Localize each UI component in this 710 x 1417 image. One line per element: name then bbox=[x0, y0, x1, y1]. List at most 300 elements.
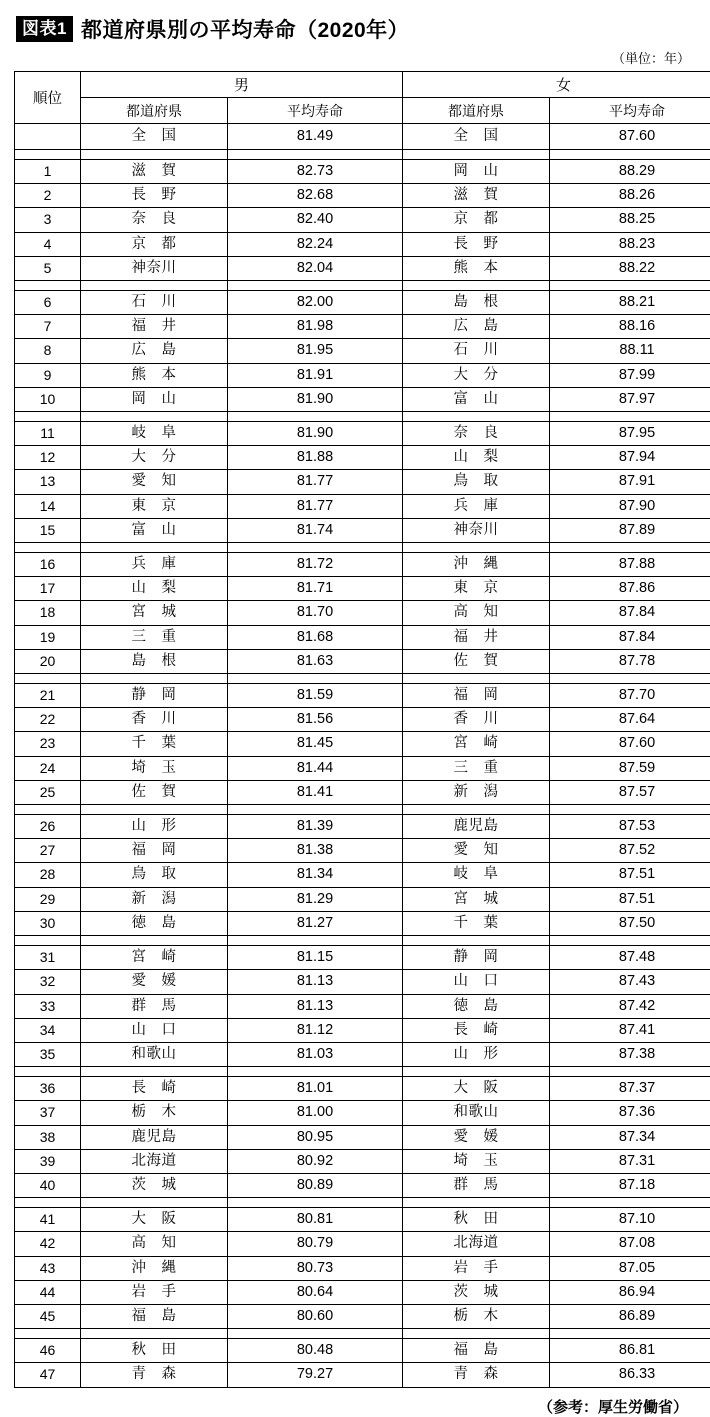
female-life-expectancy-cell: 87.51 bbox=[550, 863, 710, 887]
male-prefecture-cell: 宮 崎 bbox=[81, 946, 228, 970]
male-life-expectancy-cell: 81.13 bbox=[228, 970, 403, 994]
male-prefecture-cell: 熊 本 bbox=[81, 363, 228, 387]
female-prefecture-cell: 宮 城 bbox=[403, 887, 550, 911]
spacer-cell bbox=[15, 805, 81, 815]
table-row bbox=[15, 387, 710, 411]
rank-cell: 2 bbox=[15, 184, 81, 208]
female-life-expectancy-cell: 87.31 bbox=[550, 1149, 710, 1173]
male-life-expectancy-cell: 81.12 bbox=[228, 1018, 403, 1042]
male-life-expectancy-cell: 80.64 bbox=[228, 1280, 403, 1304]
spacer-cell bbox=[81, 543, 228, 553]
table-row-national bbox=[15, 124, 710, 150]
figure-title bbox=[16, 14, 696, 44]
female-prefecture-cell: 奈 良 bbox=[403, 422, 550, 446]
spacer-cell bbox=[550, 543, 710, 553]
table-row bbox=[15, 863, 710, 887]
table-row bbox=[15, 1256, 710, 1280]
spacer-cell bbox=[228, 412, 403, 422]
rank-cell: 45 bbox=[15, 1304, 81, 1328]
spacer-cell bbox=[15, 936, 81, 946]
female-life-expectancy-cell: 87.08 bbox=[550, 1232, 710, 1256]
male-life-expectancy-cell: 80.60 bbox=[228, 1304, 403, 1328]
male-prefecture-cell: 愛 知 bbox=[81, 470, 228, 494]
column-header-rank: 順位 bbox=[15, 72, 81, 124]
spacer-cell bbox=[228, 805, 403, 815]
female-life-expectancy-cell: 88.21 bbox=[550, 291, 710, 315]
table-row bbox=[15, 815, 710, 839]
female-prefecture-cell: 岐 阜 bbox=[403, 863, 550, 887]
spacer-cell bbox=[550, 281, 710, 291]
male-life-expectancy-cell: 80.95 bbox=[228, 1125, 403, 1149]
table-row bbox=[15, 291, 710, 315]
male-life-expectancy-cell: 82.00 bbox=[228, 291, 403, 315]
male-prefecture-cell: 栃 木 bbox=[81, 1101, 228, 1125]
table-row bbox=[15, 208, 710, 232]
table-row bbox=[15, 887, 710, 911]
table-row-spacer bbox=[15, 412, 710, 422]
male-prefecture-cell: 広 島 bbox=[81, 339, 228, 363]
male-prefecture-cell: 北海道 bbox=[81, 1149, 228, 1173]
female-prefecture-cell: 福 井 bbox=[403, 625, 550, 649]
spacer-cell bbox=[81, 1198, 228, 1208]
table-row bbox=[15, 1304, 710, 1328]
male-life-expectancy-cell: 80.89 bbox=[228, 1173, 403, 1197]
spacer-cell bbox=[228, 150, 403, 160]
male-prefecture-cell: 滋 賀 bbox=[81, 160, 228, 184]
female-prefecture-cell: 東 京 bbox=[403, 577, 550, 601]
female-life-expectancy-cell: 87.86 bbox=[550, 577, 710, 601]
female-prefecture-cell: 福 島 bbox=[403, 1339, 550, 1363]
female-life-expectancy-cell: 87.18 bbox=[550, 1173, 710, 1197]
female-life-expectancy-cell: 87.53 bbox=[550, 815, 710, 839]
female-prefecture-cell: 群 馬 bbox=[403, 1173, 550, 1197]
female-prefecture-cell: 京 都 bbox=[403, 208, 550, 232]
table-row-spacer bbox=[15, 150, 710, 160]
rank-cell: 10 bbox=[15, 387, 81, 411]
rank-cell: 37 bbox=[15, 1101, 81, 1125]
rank-cell: 25 bbox=[15, 780, 81, 804]
spacer-cell bbox=[228, 1067, 403, 1077]
female-prefecture-cell: 青 森 bbox=[403, 1363, 550, 1387]
table-row bbox=[15, 756, 710, 780]
male-prefecture-cell: 宮 城 bbox=[81, 601, 228, 625]
table-row bbox=[15, 1208, 710, 1232]
male-prefecture-cell: 愛 媛 bbox=[81, 970, 228, 994]
female-life-expectancy-cell: 87.78 bbox=[550, 649, 710, 673]
column-header-female-prefecture: 都道府県 bbox=[403, 98, 550, 124]
spacer-cell bbox=[550, 150, 710, 160]
female-life-expectancy-cell: 87.36 bbox=[550, 1101, 710, 1125]
table-row bbox=[15, 970, 710, 994]
female-prefecture-cell: 茨 城 bbox=[403, 1280, 550, 1304]
female-prefecture-cell: 佐 賀 bbox=[403, 649, 550, 673]
table-row-spacer bbox=[15, 1329, 710, 1339]
spacer-cell bbox=[81, 150, 228, 160]
table-row bbox=[15, 363, 710, 387]
female-life-expectancy-cell: 87.94 bbox=[550, 446, 710, 470]
female-life-expectancy-cell: 87.51 bbox=[550, 887, 710, 911]
female-prefecture-cell: 新 潟 bbox=[403, 780, 550, 804]
male-life-expectancy-cell: 81.01 bbox=[228, 1077, 403, 1101]
male-prefecture-cell: 岐 阜 bbox=[81, 422, 228, 446]
female-life-expectancy-cell: 87.52 bbox=[550, 839, 710, 863]
female-life-expectancy-cell: 87.38 bbox=[550, 1042, 710, 1066]
unit-note: （単位：年） bbox=[14, 48, 690, 67]
spacer-cell bbox=[228, 1329, 403, 1339]
male-life-expectancy-cell: 81.88 bbox=[228, 446, 403, 470]
female-prefecture-cell: 埼 玉 bbox=[403, 1149, 550, 1173]
spacer-cell bbox=[228, 1198, 403, 1208]
male-prefecture-cell: 香 川 bbox=[81, 708, 228, 732]
rank-cell: 27 bbox=[15, 839, 81, 863]
female-prefecture-cell: 山 梨 bbox=[403, 446, 550, 470]
rank-cell: 29 bbox=[15, 887, 81, 911]
female-life-expectancy-cell: 87.70 bbox=[550, 684, 710, 708]
rank-cell: 47 bbox=[15, 1363, 81, 1387]
male-life-expectancy-cell: 81.90 bbox=[228, 387, 403, 411]
rank-cell: 43 bbox=[15, 1256, 81, 1280]
table-row bbox=[15, 1018, 710, 1042]
rank-cell: 34 bbox=[15, 1018, 81, 1042]
female-life-expectancy-cell: 87.42 bbox=[550, 994, 710, 1018]
female-life-expectancy-cell: 86.89 bbox=[550, 1304, 710, 1328]
spacer-cell bbox=[403, 936, 550, 946]
male-prefecture-cell: 神奈川 bbox=[81, 256, 228, 280]
table-row bbox=[15, 780, 710, 804]
table-row-spacer bbox=[15, 805, 710, 815]
female-prefecture-cell: 広 島 bbox=[403, 315, 550, 339]
spacer-cell bbox=[403, 805, 550, 815]
table-row bbox=[15, 1149, 710, 1173]
table-row bbox=[15, 256, 710, 280]
rank-cell: 30 bbox=[15, 911, 81, 935]
spacer-cell bbox=[403, 1067, 550, 1077]
female-prefecture-cell: 栃 木 bbox=[403, 1304, 550, 1328]
column-header-male-life-expectancy: 平均寿命 bbox=[228, 98, 403, 124]
male-life-expectancy-cell: 81.44 bbox=[228, 756, 403, 780]
male-life-expectancy-cell: 80.79 bbox=[228, 1232, 403, 1256]
rank-cell: 31 bbox=[15, 946, 81, 970]
male-life-expectancy-cell: 81.95 bbox=[228, 339, 403, 363]
male-prefecture-cell: 山 口 bbox=[81, 1018, 228, 1042]
table-row bbox=[15, 232, 710, 256]
rank-cell: 19 bbox=[15, 625, 81, 649]
female-prefecture-cell: 和歌山 bbox=[403, 1101, 550, 1125]
table-row bbox=[15, 160, 710, 184]
table-row bbox=[15, 1280, 710, 1304]
female-life-expectancy-cell: 87.05 bbox=[550, 1256, 710, 1280]
male-life-expectancy-cell: 81.15 bbox=[228, 946, 403, 970]
male-life-expectancy-cell: 82.68 bbox=[228, 184, 403, 208]
female-life-expectancy-cell: 87.84 bbox=[550, 625, 710, 649]
rank-cell: 5 bbox=[15, 256, 81, 280]
spacer-cell bbox=[81, 281, 228, 291]
spacer-cell bbox=[228, 281, 403, 291]
female-prefecture-cell: 三 重 bbox=[403, 756, 550, 780]
female-life-expectancy-cell: 87.48 bbox=[550, 946, 710, 970]
table-row bbox=[15, 1232, 710, 1256]
female-life-expectancy-cell: 86.81 bbox=[550, 1339, 710, 1363]
male-life-expectancy-cell: 81.70 bbox=[228, 601, 403, 625]
spacer-cell bbox=[550, 1329, 710, 1339]
table-row bbox=[15, 911, 710, 935]
table-row bbox=[15, 1077, 710, 1101]
column-header-female-life-expectancy: 平均寿命 bbox=[550, 98, 710, 124]
table-row bbox=[15, 553, 710, 577]
spacer-cell bbox=[403, 674, 550, 684]
female-life-expectancy-cell: 87.60 bbox=[550, 732, 710, 756]
male-prefecture-cell: 埼 玉 bbox=[81, 756, 228, 780]
table-row-spacer bbox=[15, 1198, 710, 1208]
female-prefecture-cell: 鹿児島 bbox=[403, 815, 550, 839]
rank-cell: 11 bbox=[15, 422, 81, 446]
male-prefecture-cell: 岡 山 bbox=[81, 387, 228, 411]
female-life-expectancy-cell: 88.25 bbox=[550, 208, 710, 232]
female-prefecture-cell: 鳥 取 bbox=[403, 470, 550, 494]
rank-cell: 26 bbox=[15, 815, 81, 839]
female-prefecture-cell: 香 川 bbox=[403, 708, 550, 732]
table-row bbox=[15, 315, 710, 339]
spacer-cell bbox=[15, 1329, 81, 1339]
male-life-expectancy-cell: 81.56 bbox=[228, 708, 403, 732]
spacer-cell bbox=[403, 150, 550, 160]
table-row bbox=[15, 1042, 710, 1066]
spacer-cell bbox=[15, 150, 81, 160]
female-life-expectancy-cell: 87.59 bbox=[550, 756, 710, 780]
female-life-expectancy-cell: 87.34 bbox=[550, 1125, 710, 1149]
rank-cell: 4 bbox=[15, 232, 81, 256]
figure-number-badge: 図表1 bbox=[16, 16, 73, 42]
male-life-expectancy-cell: 82.73 bbox=[228, 160, 403, 184]
page-title: 都道府県別の平均寿命（2020年） bbox=[81, 14, 409, 44]
male-prefecture-cell: 佐 賀 bbox=[81, 780, 228, 804]
table-row bbox=[15, 994, 710, 1018]
rank-cell: 14 bbox=[15, 494, 81, 518]
female-prefecture-cell: 山 口 bbox=[403, 970, 550, 994]
male-life-expectancy-cell: 80.73 bbox=[228, 1256, 403, 1280]
male-life-expectancy-cell: 81.49 bbox=[228, 124, 403, 150]
male-prefecture-cell: 鹿児島 bbox=[81, 1125, 228, 1149]
table-row-spacer bbox=[15, 674, 710, 684]
female-life-expectancy-cell: 87.43 bbox=[550, 970, 710, 994]
spacer-cell bbox=[228, 543, 403, 553]
table-row-spacer bbox=[15, 1067, 710, 1077]
rank-cell: 20 bbox=[15, 649, 81, 673]
spacer-cell bbox=[15, 1198, 81, 1208]
female-prefecture-cell: 愛 知 bbox=[403, 839, 550, 863]
rank-cell: 32 bbox=[15, 970, 81, 994]
table-row bbox=[15, 1363, 710, 1387]
female-life-expectancy-cell: 87.91 bbox=[550, 470, 710, 494]
rank-cell: 28 bbox=[15, 863, 81, 887]
spacer-cell bbox=[403, 543, 550, 553]
female-prefecture-cell: 高 知 bbox=[403, 601, 550, 625]
spacer-cell bbox=[15, 412, 81, 422]
rank-cell: 6 bbox=[15, 291, 81, 315]
male-prefecture-cell: 静 岡 bbox=[81, 684, 228, 708]
female-life-expectancy-cell: 87.90 bbox=[550, 494, 710, 518]
male-life-expectancy-cell: 81.27 bbox=[228, 911, 403, 935]
male-life-expectancy-cell: 81.63 bbox=[228, 649, 403, 673]
male-prefecture-cell: 島 根 bbox=[81, 649, 228, 673]
male-prefecture-cell: 群 馬 bbox=[81, 994, 228, 1018]
female-prefecture-cell: 宮 崎 bbox=[403, 732, 550, 756]
female-prefecture-cell: 全 国 bbox=[403, 124, 550, 150]
female-prefecture-cell: 兵 庫 bbox=[403, 494, 550, 518]
rank-cell: 9 bbox=[15, 363, 81, 387]
spacer-cell bbox=[15, 1067, 81, 1077]
male-life-expectancy-cell: 82.04 bbox=[228, 256, 403, 280]
male-life-expectancy-cell: 81.29 bbox=[228, 887, 403, 911]
male-prefecture-cell: 福 岡 bbox=[81, 839, 228, 863]
spacer-cell bbox=[550, 805, 710, 815]
rank-cell: 35 bbox=[15, 1042, 81, 1066]
female-life-expectancy-cell: 88.26 bbox=[550, 184, 710, 208]
female-prefecture-cell: 長 崎 bbox=[403, 1018, 550, 1042]
table-row bbox=[15, 625, 710, 649]
spacer-cell bbox=[81, 1067, 228, 1077]
table-row bbox=[15, 422, 710, 446]
male-life-expectancy-cell: 79.27 bbox=[228, 1363, 403, 1387]
female-life-expectancy-cell: 87.37 bbox=[550, 1077, 710, 1101]
table-row-spacer bbox=[15, 281, 710, 291]
spacer-cell bbox=[550, 1198, 710, 1208]
rank-cell: 17 bbox=[15, 577, 81, 601]
spacer-cell bbox=[15, 674, 81, 684]
spacer-cell bbox=[550, 674, 710, 684]
male-life-expectancy-cell: 81.98 bbox=[228, 315, 403, 339]
female-prefecture-cell: 愛 媛 bbox=[403, 1125, 550, 1149]
spacer-cell bbox=[403, 1329, 550, 1339]
male-life-expectancy-cell: 81.77 bbox=[228, 470, 403, 494]
spacer-cell bbox=[550, 412, 710, 422]
female-life-expectancy-cell: 87.99 bbox=[550, 363, 710, 387]
female-prefecture-cell: 山 形 bbox=[403, 1042, 550, 1066]
spacer-cell bbox=[550, 936, 710, 946]
life-expectancy-table bbox=[14, 71, 710, 1388]
male-prefecture-cell: 富 山 bbox=[81, 518, 228, 542]
male-life-expectancy-cell: 81.77 bbox=[228, 494, 403, 518]
female-prefecture-cell: 静 岡 bbox=[403, 946, 550, 970]
female-life-expectancy-cell: 88.22 bbox=[550, 256, 710, 280]
female-life-expectancy-cell: 87.60 bbox=[550, 124, 710, 150]
female-prefecture-cell: 富 山 bbox=[403, 387, 550, 411]
spacer-cell bbox=[228, 674, 403, 684]
rank-cell: 23 bbox=[15, 732, 81, 756]
female-life-expectancy-cell: 87.50 bbox=[550, 911, 710, 935]
male-prefecture-cell: 大 分 bbox=[81, 446, 228, 470]
male-prefecture-cell: 大 阪 bbox=[81, 1208, 228, 1232]
spacer-cell bbox=[15, 281, 81, 291]
table-row-spacer bbox=[15, 543, 710, 553]
rank-cell: 13 bbox=[15, 470, 81, 494]
male-prefecture-cell: 福 島 bbox=[81, 1304, 228, 1328]
female-life-expectancy-cell: 86.94 bbox=[550, 1280, 710, 1304]
male-prefecture-cell: 奈 良 bbox=[81, 208, 228, 232]
female-prefecture-cell: 岩 手 bbox=[403, 1256, 550, 1280]
spacer-cell bbox=[81, 1329, 228, 1339]
male-prefecture-cell: 秋 田 bbox=[81, 1339, 228, 1363]
rank-cell: 18 bbox=[15, 601, 81, 625]
female-life-expectancy-cell: 87.97 bbox=[550, 387, 710, 411]
table-row bbox=[15, 470, 710, 494]
table-row bbox=[15, 732, 710, 756]
male-prefecture-cell: 千 葉 bbox=[81, 732, 228, 756]
female-life-expectancy-cell: 87.41 bbox=[550, 1018, 710, 1042]
male-life-expectancy-cell: 81.90 bbox=[228, 422, 403, 446]
male-life-expectancy-cell: 81.03 bbox=[228, 1042, 403, 1066]
rank-cell: 8 bbox=[15, 339, 81, 363]
male-life-expectancy-cell: 80.48 bbox=[228, 1339, 403, 1363]
table-row bbox=[15, 601, 710, 625]
male-prefecture-cell: 三 重 bbox=[81, 625, 228, 649]
column-header-male: 男 bbox=[81, 72, 403, 98]
table-row bbox=[15, 446, 710, 470]
female-prefecture-cell: 徳 島 bbox=[403, 994, 550, 1018]
table-header bbox=[15, 72, 710, 124]
male-life-expectancy-cell: 81.45 bbox=[228, 732, 403, 756]
rank-cell: 12 bbox=[15, 446, 81, 470]
male-life-expectancy-cell: 80.81 bbox=[228, 1208, 403, 1232]
rank-cell: 22 bbox=[15, 708, 81, 732]
female-prefecture-cell: 大 分 bbox=[403, 363, 550, 387]
male-life-expectancy-cell: 81.59 bbox=[228, 684, 403, 708]
rank-cell: 16 bbox=[15, 553, 81, 577]
spacer-cell bbox=[81, 805, 228, 815]
spacer-cell bbox=[403, 412, 550, 422]
male-prefecture-cell: 兵 庫 bbox=[81, 553, 228, 577]
female-prefecture-cell: 石 川 bbox=[403, 339, 550, 363]
table-row bbox=[15, 684, 710, 708]
spacer-cell bbox=[15, 543, 81, 553]
male-life-expectancy-cell: 82.24 bbox=[228, 232, 403, 256]
male-prefecture-cell: 新 潟 bbox=[81, 887, 228, 911]
male-life-expectancy-cell: 82.40 bbox=[228, 208, 403, 232]
source-note: （参考：厚生労働省） bbox=[14, 1396, 688, 1417]
table-row bbox=[15, 494, 710, 518]
female-prefecture-cell: 福 岡 bbox=[403, 684, 550, 708]
female-life-expectancy-cell: 87.10 bbox=[550, 1208, 710, 1232]
table-row bbox=[15, 577, 710, 601]
table-row bbox=[15, 649, 710, 673]
male-prefecture-cell: 岩 手 bbox=[81, 1280, 228, 1304]
rank-cell: 41 bbox=[15, 1208, 81, 1232]
male-life-expectancy-cell: 81.68 bbox=[228, 625, 403, 649]
rank-cell: 24 bbox=[15, 756, 81, 780]
rank-cell: 42 bbox=[15, 1232, 81, 1256]
rank-cell: 3 bbox=[15, 208, 81, 232]
male-prefecture-cell: 長 野 bbox=[81, 184, 228, 208]
male-life-expectancy-cell: 81.39 bbox=[228, 815, 403, 839]
female-prefecture-cell: 島 根 bbox=[403, 291, 550, 315]
male-prefecture-cell: 茨 城 bbox=[81, 1173, 228, 1197]
spacer-cell bbox=[403, 1198, 550, 1208]
male-prefecture-cell: 青 森 bbox=[81, 1363, 228, 1387]
female-prefecture-cell: 滋 賀 bbox=[403, 184, 550, 208]
female-life-expectancy-cell: 88.23 bbox=[550, 232, 710, 256]
male-prefecture-cell: 高 知 bbox=[81, 1232, 228, 1256]
male-prefecture-cell: 石 川 bbox=[81, 291, 228, 315]
male-prefecture-cell: 山 梨 bbox=[81, 577, 228, 601]
male-life-expectancy-cell: 81.41 bbox=[228, 780, 403, 804]
table-row bbox=[15, 518, 710, 542]
male-prefecture-cell: 長 崎 bbox=[81, 1077, 228, 1101]
rank-cell: 44 bbox=[15, 1280, 81, 1304]
female-prefecture-cell: 長 野 bbox=[403, 232, 550, 256]
female-prefecture-cell: 北海道 bbox=[403, 1232, 550, 1256]
spacer-cell bbox=[403, 281, 550, 291]
male-life-expectancy-cell: 81.38 bbox=[228, 839, 403, 863]
